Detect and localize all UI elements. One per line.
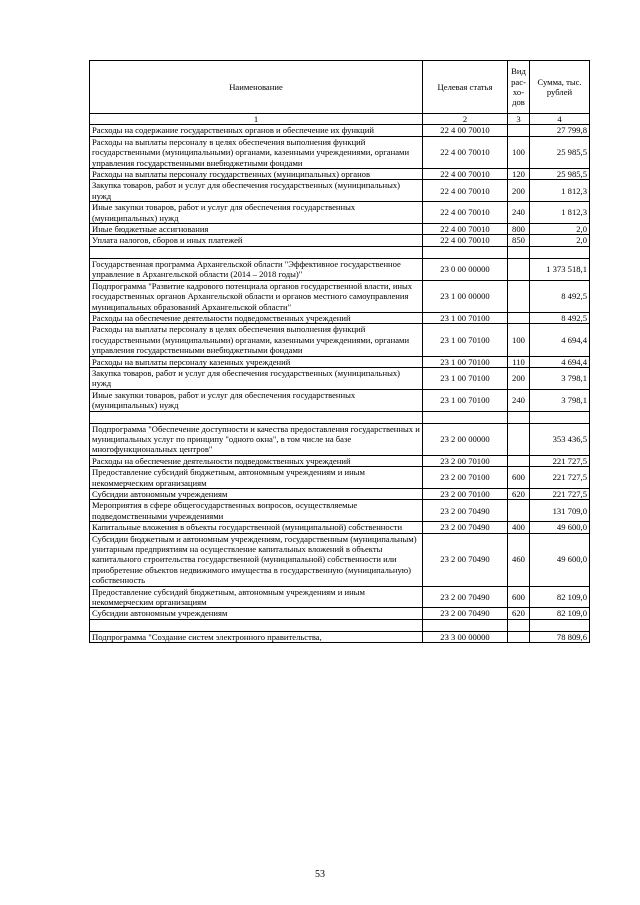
header-expense-type: Вид рас-хо-дов — [508, 61, 530, 114]
row-target-article: 23 2 00 70490 — [423, 608, 508, 619]
row-sum: 49 600,0 — [530, 533, 590, 586]
row-sum: 8 492,5 — [530, 312, 590, 323]
row-expense-type: 240 — [508, 202, 530, 224]
row-sum: 353 436,5 — [530, 423, 590, 455]
row-name: Подпрограмма "Развитие кадрового потенциала органов государственной власти, иных государственных органов Архангельской области и органов местного самоуправления муниципальных образований Архангельской области" — [90, 280, 423, 312]
row-name: Иные бюджетные ассигнования — [90, 224, 423, 235]
empty-cell — [90, 246, 423, 258]
table-row — [90, 356, 590, 367]
row-sum: 25 985,5 — [530, 136, 590, 168]
row-sum: 3 798,1 — [530, 389, 590, 411]
row-expense-type: 400 — [508, 522, 530, 533]
row-target-article: 23 1 00 00000 — [423, 280, 508, 312]
empty-cell — [508, 619, 530, 631]
row-target-article: 23 3 00 00000 — [423, 631, 508, 642]
table-row — [90, 258, 590, 280]
row-expense-type — [508, 500, 530, 522]
table-row — [90, 169, 590, 180]
row-name: Субсидии автономным учреждениям — [90, 608, 423, 619]
table-row — [90, 500, 590, 522]
row-name: Предоставление субсидий бюджетным, автономным учреждениям и иным некоммерческим организациям — [90, 586, 423, 608]
row-target-article: 23 1 00 70100 — [423, 367, 508, 389]
row-expense-type: 100 — [508, 136, 530, 168]
row-sum: 49 600,0 — [530, 522, 590, 533]
table-row — [90, 125, 590, 136]
empty-cell — [530, 246, 590, 258]
row-expense-type: 100 — [508, 324, 530, 356]
empty-cell — [90, 411, 423, 423]
row-expense-type: 600 — [508, 467, 530, 489]
row-sum: 221 727,5 — [530, 489, 590, 500]
row-sum: 82 109,0 — [530, 608, 590, 619]
page-number: 53 — [315, 869, 325, 880]
table-row — [90, 455, 590, 466]
table-row — [90, 280, 590, 312]
table-row — [90, 136, 590, 168]
column-number: 3 — [508, 114, 530, 125]
header-sum: Сумма, тыс. рублей — [530, 61, 590, 114]
row-name: Подпрограмма "Создание систем электронного правительства, — [90, 631, 423, 642]
row-target-article: 23 1 00 70100 — [423, 389, 508, 411]
column-number: 1 — [90, 114, 423, 125]
table-row — [90, 586, 590, 608]
empty-cell — [423, 619, 508, 631]
row-name: Закупка товаров, работ и услуг для обеспечения государственных (муниципальных) нужд — [90, 180, 423, 202]
row-name: Иные закупки товаров, работ и услуг для обеспечения государственных (муниципальных) нужд — [90, 389, 423, 411]
row-name: Расходы на содержание государственных органов и обеспечение их функций — [90, 125, 423, 136]
row-target-article: 22 4 00 70010 — [423, 202, 508, 224]
spacer-row — [90, 246, 590, 258]
row-sum: 1 812,3 — [530, 202, 590, 224]
row-name: Субсидии бюджетным и автономным учреждениям, государственным (муниципальным) унитарным предприятиям на осуществление капитальных вложений в объекты капитального строительства государственной (муниципальной) собственности или приобретение объектов недвижимого имущества в государственную (муниципальную) собственность — [90, 533, 423, 586]
empty-cell — [508, 411, 530, 423]
row-target-article: 23 1 00 70100 — [423, 356, 508, 367]
empty-cell — [508, 246, 530, 258]
row-expense-type: 620 — [508, 608, 530, 619]
row-expense-type: 120 — [508, 169, 530, 180]
row-expense-type — [508, 455, 530, 466]
row-target-article: 22 4 00 70010 — [423, 235, 508, 246]
row-name: Иные закупки товаров, работ и услуг для обеспечения государственных (муниципальных) нужд — [90, 202, 423, 224]
column-number: 4 — [530, 114, 590, 125]
row-target-article: 22 4 00 70010 — [423, 169, 508, 180]
table-row — [90, 423, 590, 455]
row-target-article: 23 1 00 70100 — [423, 324, 508, 356]
table-row — [90, 312, 590, 323]
empty-cell — [423, 411, 508, 423]
row-sum: 82 109,0 — [530, 586, 590, 608]
row-target-article: 23 2 00 70100 — [423, 489, 508, 500]
row-expense-type — [508, 631, 530, 642]
row-expense-type — [508, 280, 530, 312]
table-row — [90, 489, 590, 500]
row-expense-type — [508, 312, 530, 323]
row-target-article: 23 2 00 70490 — [423, 533, 508, 586]
table-row — [90, 324, 590, 356]
empty-cell — [423, 246, 508, 258]
table-row — [90, 533, 590, 586]
row-name: Государственная программа Архангельской области "Эффективное государственное управление в Архангельской области (2014 – 2018 годы)" — [90, 258, 423, 280]
row-target-article: 23 2 00 70100 — [423, 467, 508, 489]
row-sum: 1 812,3 — [530, 180, 590, 202]
empty-cell — [530, 411, 590, 423]
row-sum: 1 373 518,1 — [530, 258, 590, 280]
table-row — [90, 235, 590, 246]
budget-table — [89, 60, 590, 643]
row-name: Расходы на выплаты персоналу в целях обеспечения выполнения функций государственными (муниципальными) органами, казенными учреждениями, органами управления государственными внебюджетными фондами — [90, 136, 423, 168]
row-name: Расходы на выплаты персоналу казенных учреждений — [90, 356, 423, 367]
row-sum: 4 694,4 — [530, 356, 590, 367]
row-sum: 3 798,1 — [530, 367, 590, 389]
row-name: Уплата налогов, сборов и иных платежей — [90, 235, 423, 246]
table-body — [90, 125, 590, 643]
table-row — [90, 608, 590, 619]
row-name: Расходы на обеспечение деятельности подведомственных учреждений — [90, 312, 423, 323]
empty-cell — [530, 619, 590, 631]
row-name: Мероприятия в сфере общегосударственных вопросов, осуществляемые подведомственными учреждениями — [90, 500, 423, 522]
row-sum: 78 809,6 — [530, 631, 590, 642]
row-target-article: 22 4 00 70010 — [423, 125, 508, 136]
row-target-article: 23 0 00 00000 — [423, 258, 508, 280]
table-row — [90, 224, 590, 235]
row-target-article: 23 2 00 70490 — [423, 500, 508, 522]
row-name: Предоставление субсидий бюджетным, автономным учреждениям и иным некоммерческим организациям — [90, 467, 423, 489]
spacer-row — [90, 619, 590, 631]
row-name: Расходы на выплаты персоналу в целях обеспечения выполнения функций государственными (муниципальными) органами, казенными учреждениями, органами управления государственными внебюджетными фондами — [90, 324, 423, 356]
row-name: Подпрограмма "Обеспечение доступности и качества предоставления государственных и муниципальных услуг по принципу "одного окна", в том числе на базе многофункциональных центров" — [90, 423, 423, 455]
row-expense-type: 600 — [508, 586, 530, 608]
row-expense-type: 620 — [508, 489, 530, 500]
row-sum: 4 694,4 — [530, 324, 590, 356]
row-target-article: 22 4 00 70010 — [423, 224, 508, 235]
row-name: Расходы на выплаты персоналу государственных (муниципальных) органов — [90, 169, 423, 180]
empty-cell — [90, 619, 423, 631]
row-name: Субсидии автономным учреждениям — [90, 489, 423, 500]
row-target-article: 22 4 00 70010 — [423, 180, 508, 202]
row-target-article: 23 2 00 70490 — [423, 522, 508, 533]
row-sum: 8 492,5 — [530, 280, 590, 312]
row-expense-type: 800 — [508, 224, 530, 235]
row-name: Капитальные вложения в объекты государственной (муниципальной) собственности — [90, 522, 423, 533]
row-expense-type — [508, 423, 530, 455]
row-sum: 2,0 — [530, 235, 590, 246]
table-header-row — [90, 61, 590, 114]
row-name: Расходы на обеспечение деятельности подведомственных учреждений — [90, 455, 423, 466]
row-expense-type: 200 — [508, 180, 530, 202]
header-name: Наименование — [90, 61, 423, 114]
table-row — [90, 202, 590, 224]
column-number: 2 — [423, 114, 508, 125]
header-target-article: Целевая статья — [423, 61, 508, 114]
row-expense-type: 850 — [508, 235, 530, 246]
row-target-article: 23 2 00 70100 — [423, 455, 508, 466]
row-expense-type: 240 — [508, 389, 530, 411]
spacer-row — [90, 411, 590, 423]
row-expense-type — [508, 258, 530, 280]
row-sum: 131 709,0 — [530, 500, 590, 522]
table-row — [90, 522, 590, 533]
column-numbering-row — [90, 114, 590, 125]
table-row — [90, 389, 590, 411]
row-expense-type: 110 — [508, 356, 530, 367]
row-target-article: 23 2 00 00000 — [423, 423, 508, 455]
table-row — [90, 180, 590, 202]
row-sum: 221 727,5 — [530, 455, 590, 466]
row-expense-type: 460 — [508, 533, 530, 586]
row-sum: 27 799,8 — [530, 125, 590, 136]
row-sum: 25 985,5 — [530, 169, 590, 180]
row-target-article: 23 1 00 70100 — [423, 312, 508, 323]
table-row — [90, 367, 590, 389]
row-sum: 2,0 — [530, 224, 590, 235]
table-row — [90, 467, 590, 489]
row-target-article: 22 4 00 70010 — [423, 136, 508, 168]
row-name: Закупка товаров, работ и услуг для обеспечения государственных (муниципальных) нужд — [90, 367, 423, 389]
table-row — [90, 631, 590, 642]
row-target-article: 23 2 00 70490 — [423, 586, 508, 608]
row-sum: 221 727,5 — [530, 467, 590, 489]
row-expense-type — [508, 125, 530, 136]
row-expense-type: 200 — [508, 367, 530, 389]
